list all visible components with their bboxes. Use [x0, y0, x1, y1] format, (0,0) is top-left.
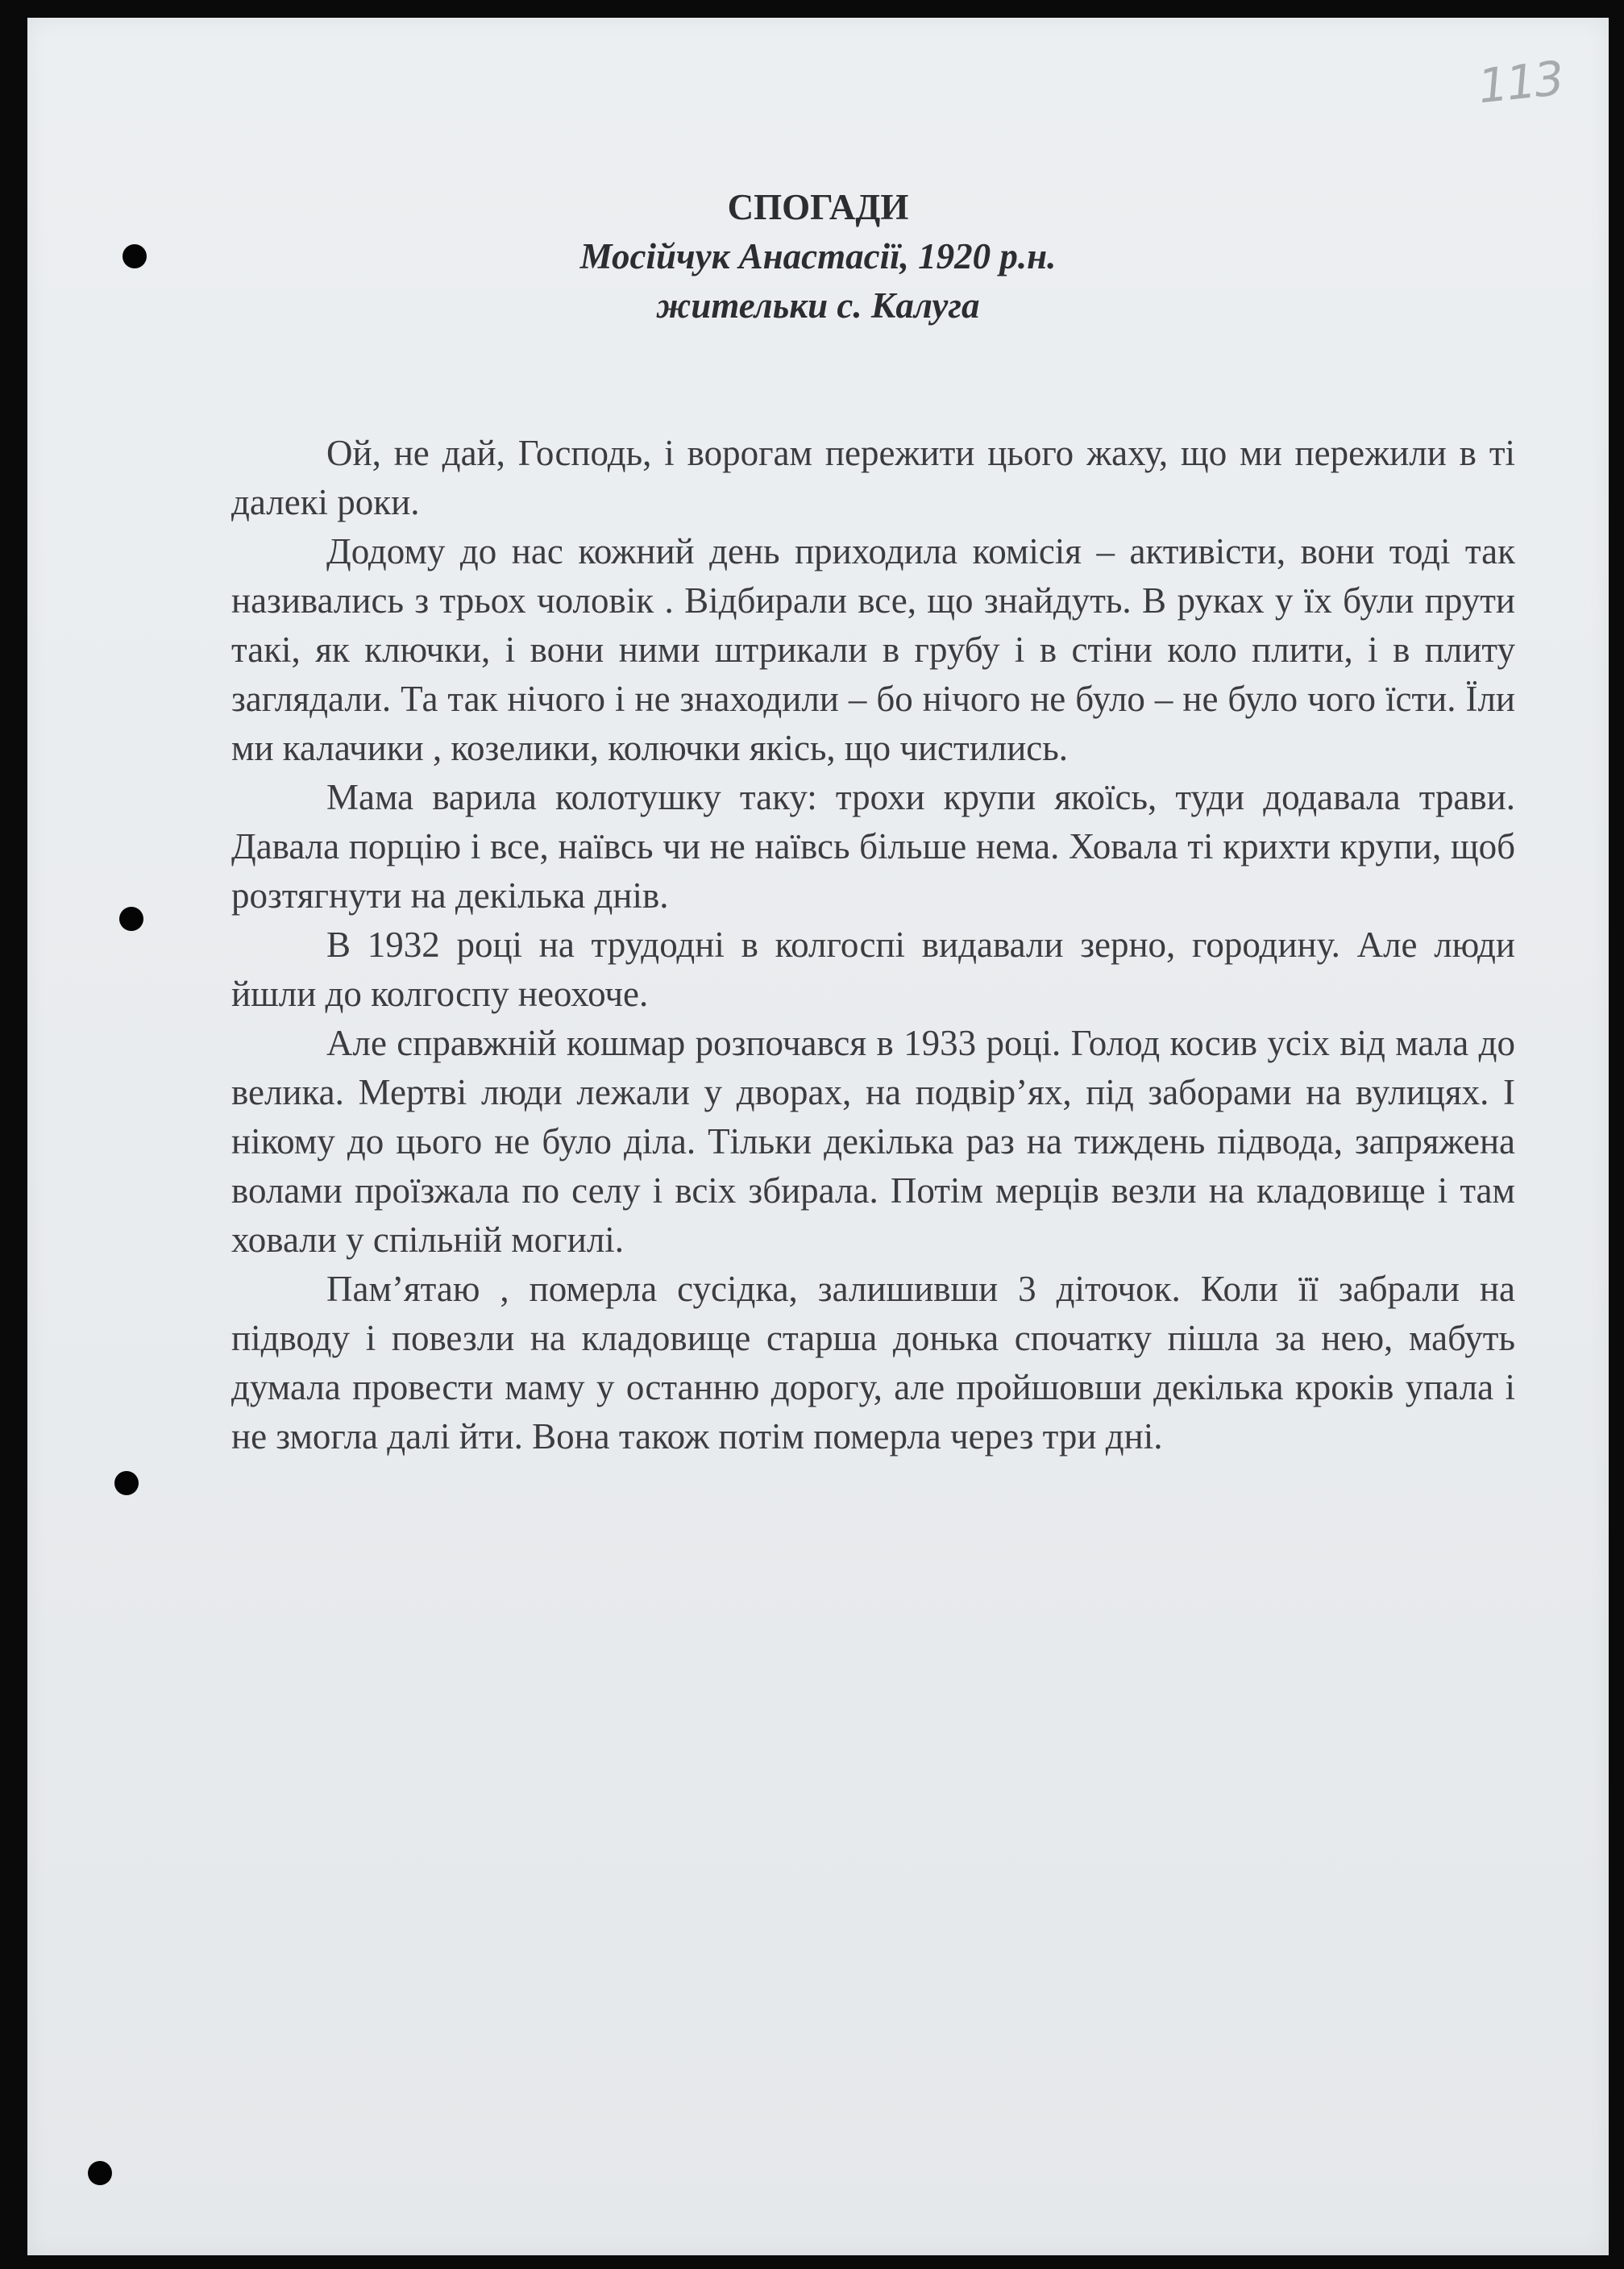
- paper-sheet: [27, 18, 1609, 2255]
- handwritten-page-number: 113: [1475, 50, 1565, 114]
- paragraph: Але справжній кошмар розпочався в 1933 році. Голод косив усіх від мала до велика. Мертві люди лежали у дворах, на подвір’ях, під заборами на вулицях. І нікому до цього не було діла. Тільки декілька раз на тиждень підвода, запряжена волами проїзжала по селу і всіх збирала. Потім мерців везли на кладовище і там ховали у спільній могилі.: [231, 1023, 1515, 1260]
- punch-hole: [114, 1471, 139, 1495]
- paragraph: Пам’ятаю , померла сусідка, залишивши 3 діточок. Коли її забрали на підводу і повезли на кладовище старша донька спочатку пішла за нею, мабуть думала провести маму у останню дорогу, але пройшовши декілька кроків упала і не змогла далі йти. Вона також потім померла через три дні.: [231, 1269, 1515, 1457]
- document-subtitle-author: Мосійчук Анастасії, 1920 р.н.: [579, 236, 1057, 276]
- document-title: СПОГАДИ: [727, 187, 909, 227]
- paragraph: Ой, не дай, Господь, і ворогам пережити цього жаху, що ми пережили в ті далекі роки.: [231, 433, 1515, 522]
- punch-hole: [88, 2161, 112, 2185]
- paragraph: Додому до нас кожний день приходила комісія – активісти, вони тоді так називались з трьох чоловік . Відбирали все, що знайдуть. В руках у їх були прути такі, як ключки, і вони ними штрикали в грубу і в стіни коло плити, і в плиту заглядали. Та так нічого і не знаходили – бо нічого не було – не було чого їсти. Їли ми калачики , козелики, колючки якісь, що чистились.: [231, 531, 1515, 768]
- punch-hole: [119, 907, 143, 931]
- paragraph: В 1932 році на трудодні в колгоспі видавали зерно, городину. Але люди йшли до колгоспу неохоче.: [231, 925, 1515, 1014]
- document-subtitle-residence: жительки с. Калуга: [656, 285, 980, 326]
- document-body: [231, 429, 1515, 1461]
- document-header: [27, 183, 1609, 330]
- paragraph: Мама варила колотушку таку: трохи крупи якоїсь, туди додавала трави. Давала порцію і все, наївсь чи не наївсь більше нема. Ховала ті крихти крупи, щоб розтягнути на декілька днів.: [231, 777, 1515, 916]
